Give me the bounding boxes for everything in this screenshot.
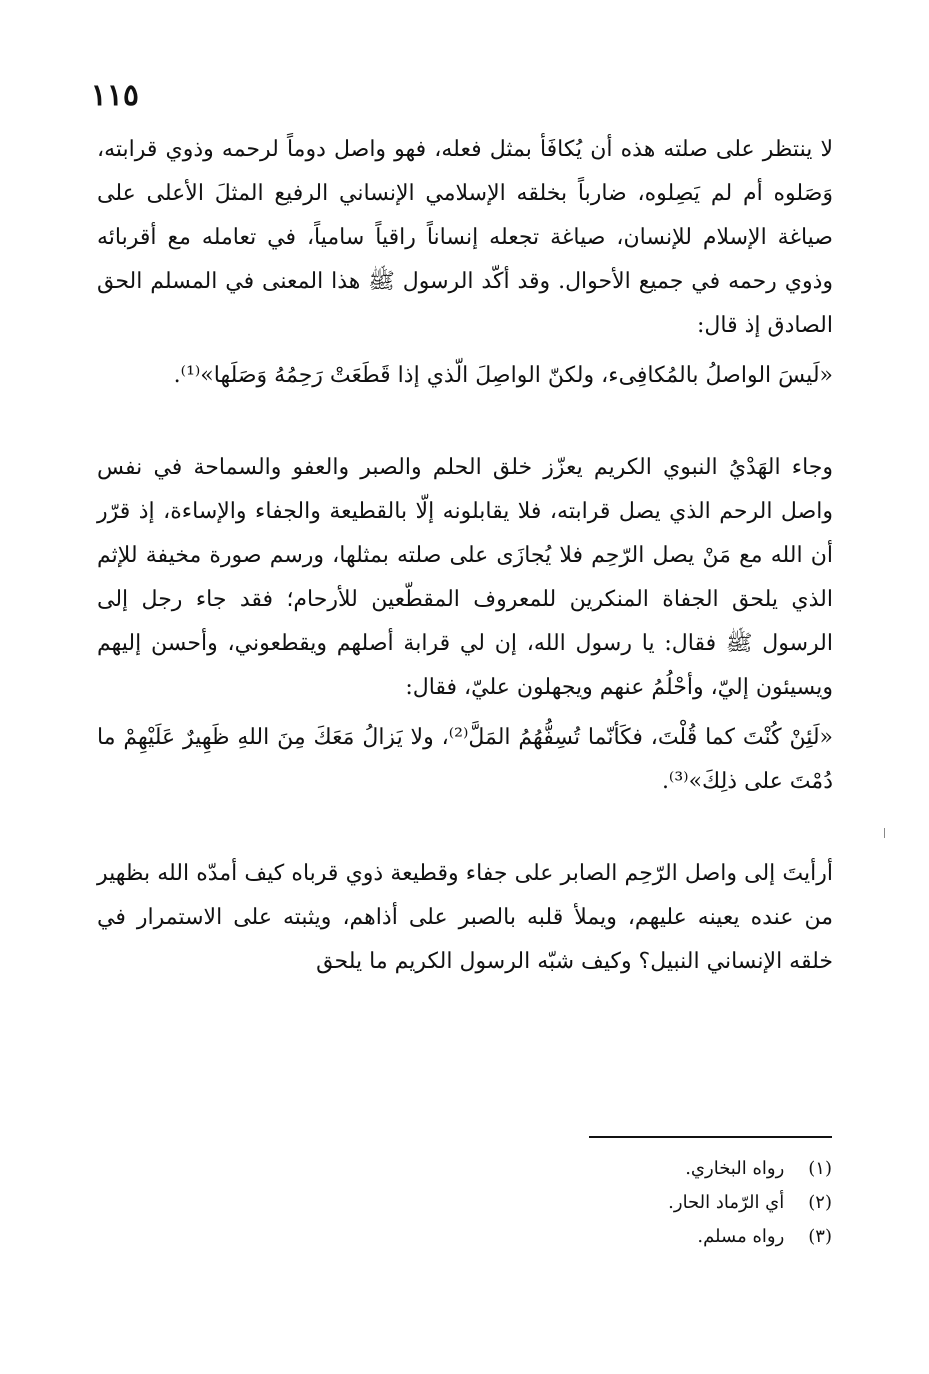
footnote-item bbox=[532, 1186, 832, 1220]
page-number: ١١٥ bbox=[90, 78, 139, 113]
main-text bbox=[97, 128, 833, 984]
footnote-number: (٢) bbox=[808, 1192, 832, 1213]
footnote-text: أي الرّماد الحار. bbox=[668, 1192, 785, 1213]
footnote-item bbox=[532, 1220, 832, 1254]
hadith-quote-1: «لَيسَ الواصلُ بالمُكافِىء، ولكنّ الواصِلَ الّذي إذا قَطَعَتْ رَحِمُهُ وَصَلَها»⁽¹⁾. bbox=[173, 363, 833, 388]
paragraph-intro: لا ينتظر على صلته هذه أن يُكافَأ بمثل فعله، فهو واصل دوماً لرحمه وذوي قرابته، وَصَلوه أم لم يَصِلوه، ضارباً بخلقه الإسلامي الإنساني الرفيع المثلَ الأعلى على صياغة الإسلام للإنسان، صياغة تجعله إنساناً راقياً سامياً، في تعامله مع أقربائه وذوي رحمه في جميع الأحوال. وقد أكّد الرسول ﷺ هذا المعنى في المسلم الحق الصادق إذ قال: bbox=[97, 137, 833, 338]
footnotes bbox=[532, 1152, 832, 1254]
footnote-text: رواه مسلم. bbox=[697, 1226, 785, 1247]
hadith-quote-2: «لَئِنْ كُنْتَ كما قُلْتَ، فكَأنّما تُسِفُّهُمُ المَلَّ⁽²⁾، ولا يَزالُ مَعَكَ مِنَ اللهِ ظَهِيرٌ عَلَيْهِمْ ما دُمْتَ على ذلِكَ»⁽³⁾. bbox=[97, 725, 833, 794]
paragraph-guidance: وجاء الهَدْيُ النبوي الكريم يعزّز خلق الحلم والصبر والعفو والسماحة في نفس واصل الرحم الذي يصل قرابته، فلا يقابلونه إلّا بالقطيعة والجفاء والإساءة، إذ قرّر أن الله مع مَنْ يصل الرّحِم فلا يُجازَى على صلته بمثلها، ورسم صورة مخيفة للإثم الذي يلحق الجفاة المنكرين للمعروف المقطّعين للأرحام؛ فقد جاء رجل إلى الرسول ﷺ فقال: يا رسول الله، إن لي قرابة أصلهم ويقطعوني، وأحسن إليهم ويسيئون إليّ، وأحْلُمُ عنهم ويجهلون عليّ، فقال: bbox=[97, 455, 833, 700]
paragraph-reflection: أرأيتَ إلى واصل الرّحِم الصابر على جفاء وقطيعة ذوي قرباه كيف أمدّه الله بظهير من عنده يعينه عليهم، ويملأ قلبه بالصبر على أذاهم، ويثبته على الاستمرار في خلقه الإنساني النبيل؟ وكيف شبّه الرسول الكريم ما يلحق bbox=[97, 861, 833, 974]
footnote-divider bbox=[589, 1136, 832, 1138]
paragraph-gap bbox=[97, 398, 833, 446]
footnote-item bbox=[532, 1152, 832, 1186]
paragraph-gap bbox=[97, 804, 833, 852]
margin-mark bbox=[884, 828, 885, 838]
footnote-text: رواه البخاري. bbox=[685, 1158, 785, 1179]
footnote-number: (٣) bbox=[808, 1226, 832, 1247]
footnote-number: (١) bbox=[808, 1158, 832, 1179]
